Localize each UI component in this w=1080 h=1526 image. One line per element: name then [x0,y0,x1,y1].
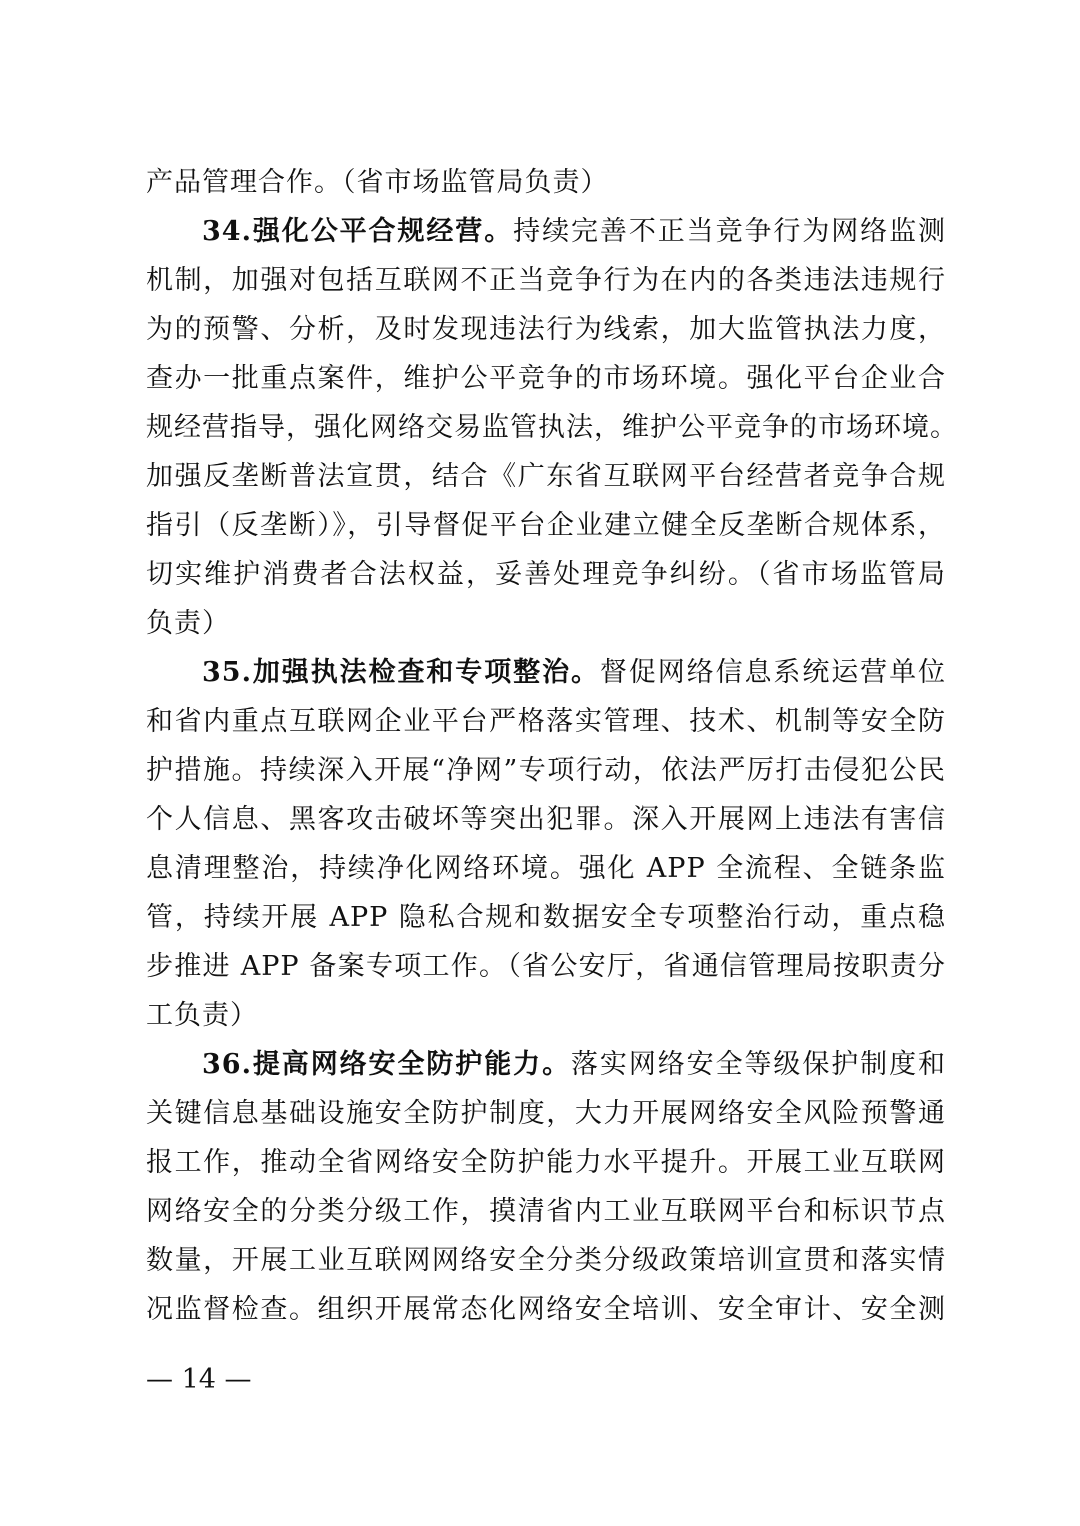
text-line [146,599,946,648]
text-line [146,648,946,697]
text-line [146,305,946,354]
text-line [146,942,946,991]
line-text: 步推进 APP 备案专项工作。（省公安厅，省通信管理局按职责分 [146,951,946,982]
text-line [146,1187,946,1236]
body-text [146,158,958,1334]
line-text: 负责） [146,608,230,639]
line-text: 督促网络信息系统运营单位 [599,657,946,688]
text-line [146,158,946,207]
line-text: 机制，加强对包括互联网不正当竞争行为在内的各类违法违规行 [146,265,946,296]
section-heading: 35.加强执法检查和专项整治。 [202,657,600,688]
text-line [146,1138,946,1187]
line-text: 查办一批重点案件，维护公平竞争的市场环境。强化平台企业合 [146,363,946,394]
text-line [146,550,946,599]
line-text: 关键信息基础设施安全防护制度，大力开展网络安全风险预警通 [146,1098,946,1129]
line-text: 持续完善不正当竞争行为网络监测 [513,216,946,247]
line-text: 个人信息、黑客攻击破坏等突出犯罪。深入开展网上违法有害信 [146,804,946,835]
line-text: 落实网络安全等级保护制度和 [570,1049,946,1080]
line-text: 网络安全的分类分级工作，摸清省内工业互联网平台和标识节点 [146,1196,946,1227]
text-line [146,256,946,305]
text-line [146,893,946,942]
line-text: 数量，开展工业互联网网络安全分类分级政策培训宣贯和落实情 [146,1245,946,1276]
text-line [146,501,946,550]
line-text: 工负责） [146,1000,258,1031]
text-line [146,452,946,501]
line-text: 和省内重点互联网企业平台严格落实管理、技术、机制等安全防 [146,706,946,737]
text-line [146,991,946,1040]
text-line [146,1089,946,1138]
line-text: 指引（反垄断）》，引导督促平台企业建立健全反垄断合规体系， [146,510,946,541]
section-heading: 34.强化公平合规经营。 [202,216,514,247]
text-line [146,746,946,795]
text-line [146,697,946,746]
text-line [146,354,946,403]
line-text: 息清理整治，持续净化网络环境。强化 APP 全流程、全链条监 [146,853,946,884]
text-line [146,844,946,893]
line-text: 产品管理合作。（省市场监管局负责） [146,167,609,198]
text-line [146,1236,946,1285]
line-text: 管，持续开展 APP 隐私合规和数据安全专项整治行动，重点稳 [146,902,946,933]
page-number: — 14 — [146,1364,252,1395]
line-text: 况监督检查。组织开展常态化网络安全培训、安全审计、安全测 [146,1294,946,1325]
line-text: 切实维护消费者合法权益，妥善处理竞争纠纷。（省市场监管局 [146,559,946,590]
line-text: 护措施。持续深入开展“净网”专项行动，依法严厉打击侵犯公民 [146,755,946,786]
text-line [146,1040,946,1089]
text-line [146,403,958,452]
text-line [146,1285,946,1334]
section-heading: 36.提高网络安全防护能力。 [202,1049,571,1080]
text-line [146,207,946,256]
line-text: 为的预警、分析，及时发现违法行为线索，加大监管执法力度， [146,314,946,345]
line-text: 规经营指导，强化网络交易监管执法，维护公平竞争的市场环境。 [146,412,958,443]
line-text: 报工作，推动全省网络安全防护能力水平提升。开展工业互联网 [146,1147,946,1178]
text-line [146,795,946,844]
line-text: 加强反垄断普法宣贯，结合《广东省互联网平台经营者竞争合规 [146,461,946,492]
